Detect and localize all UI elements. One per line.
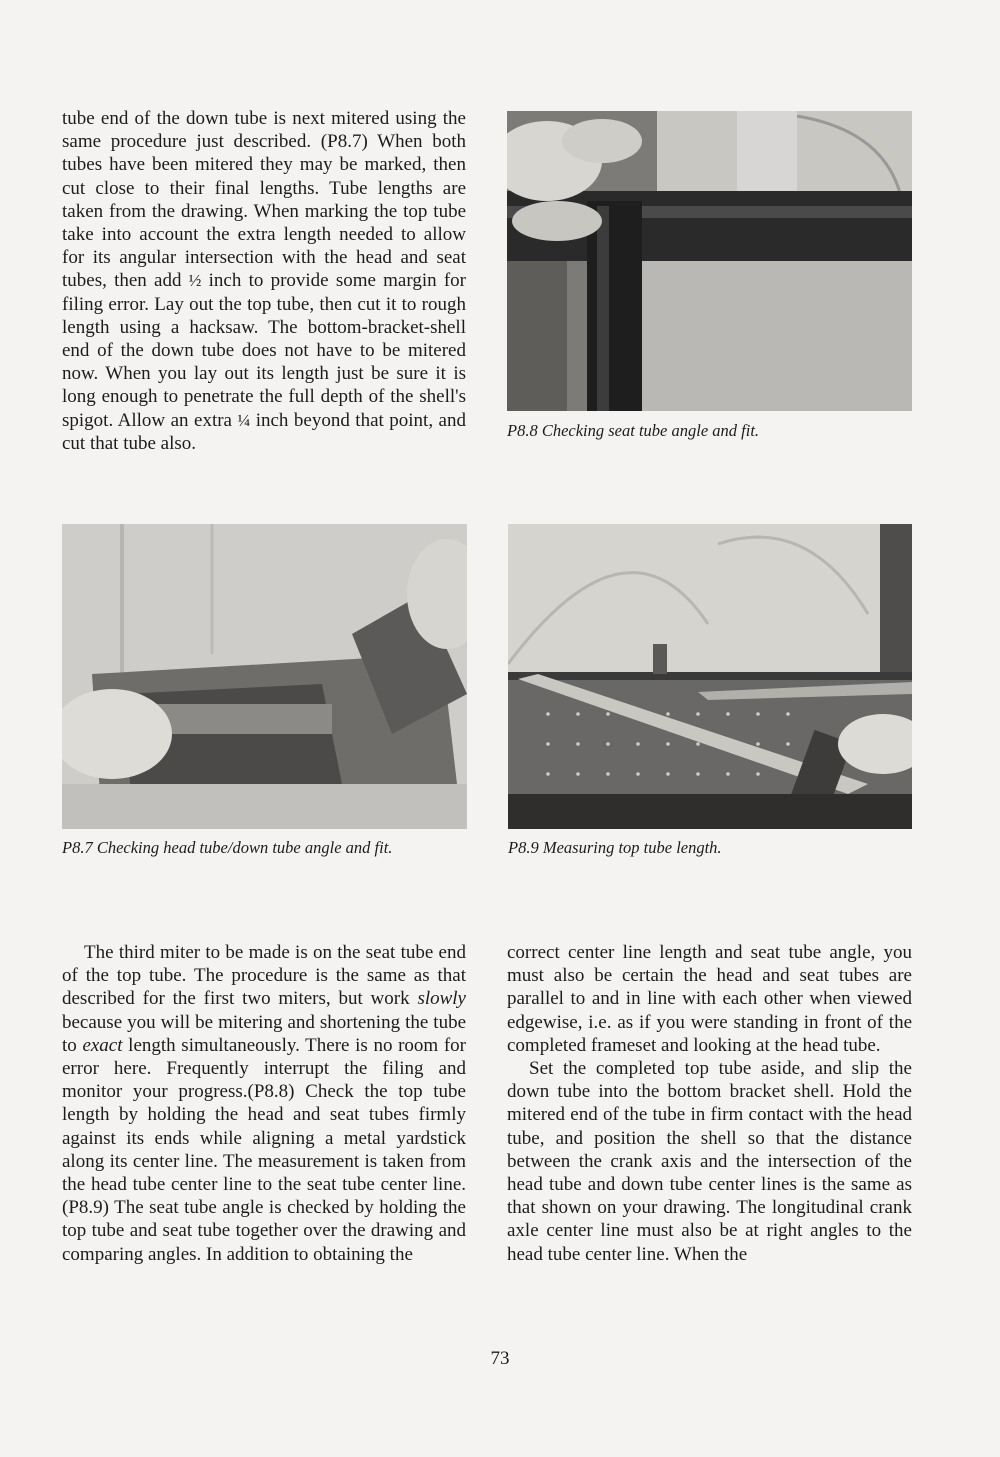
bottom-left-text-column (62, 941, 466, 1266)
photo-p8-7 (62, 524, 467, 829)
continuation-paragraph: correct center line length and seat tube angle, you must also be certain the head and seat tubes are parallel to and in line with each other when viewed edgewise, i.e. as if you were standing in front of the completed frameset and looking at the head tube. (507, 942, 912, 1056)
intro-paragraph: tube end of the down tube is next mitered using the same procedure just described. (P8.7) When both tubes have been mitered they may be marked, then cut close to their final lengths. Tube lengths are taken from the drawing. When marking the top tube take into account the extra length needed to allow for its angular intersection with the head and seat tubes, then add ½ inch to provide some margin for filing error. Lay out the top tube, then cut it to rough length using a hacksaw. The bottom-bracket-shell end of the down tube does not have to be mitered now. When you lay out its length just be sure it is long enough to penetrate the full depth of the shell's spigot. Allow an extra ¼ inch beyond that point, and cut that tube also. (62, 108, 466, 454)
down-tube-paragraph: Set the completed top tube aside, and slip the down tube into the bottom bracket shell. Hold the mitered end of the tube in firm contact with the head tube, and position the shell so that the distance between the crank axis and the intersection of the head tube and down tube center lines is the same as that shown on your drawing. The longitudinal crank axle center line must also be at right angles to the head tube center line. When the (507, 1058, 912, 1265)
photo-p8-8 (507, 111, 912, 411)
emphasis-slowly: slowly (417, 988, 466, 1010)
top-left-text-column (62, 107, 466, 455)
third-miter-paragraph: The third miter to be made is on the seat tube end of the top tube. The procedure is the same as that described for the first two miters, but work slowly because you will be mitering and shortening the tube to exact length simultaneously. There is no room for error here. Frequently interrupt the filing and monitor your progress.(P8.8) Check the top tube length by holding the head and seat tubes firmly against its ends while aligning a metal yardstick along its center line. The measurement is taken from the head tube center line to the seat tube center line. (P8.9) The seat tube angle is checked by holding the top tube and seat tube together over the drawing and comparing angles. In addition to obtaining the (62, 942, 466, 1265)
photo-p8-9 (508, 524, 912, 829)
fraction-quarter: ¼ (237, 410, 251, 430)
caption-p8-9: P8.9 Measuring top tube length. (508, 838, 722, 857)
emphasis-exact: exact (82, 1034, 123, 1056)
caption-p8-7: P8.7 Checking head tube/down tube angle and fit. (62, 838, 393, 857)
caption-p8-8: P8.8 Checking seat tube angle and fit. (507, 421, 760, 440)
bottom-right-text-column (507, 941, 912, 1266)
fraction-half: ½ (188, 271, 202, 291)
page-number: 73 (490, 1348, 510, 1369)
